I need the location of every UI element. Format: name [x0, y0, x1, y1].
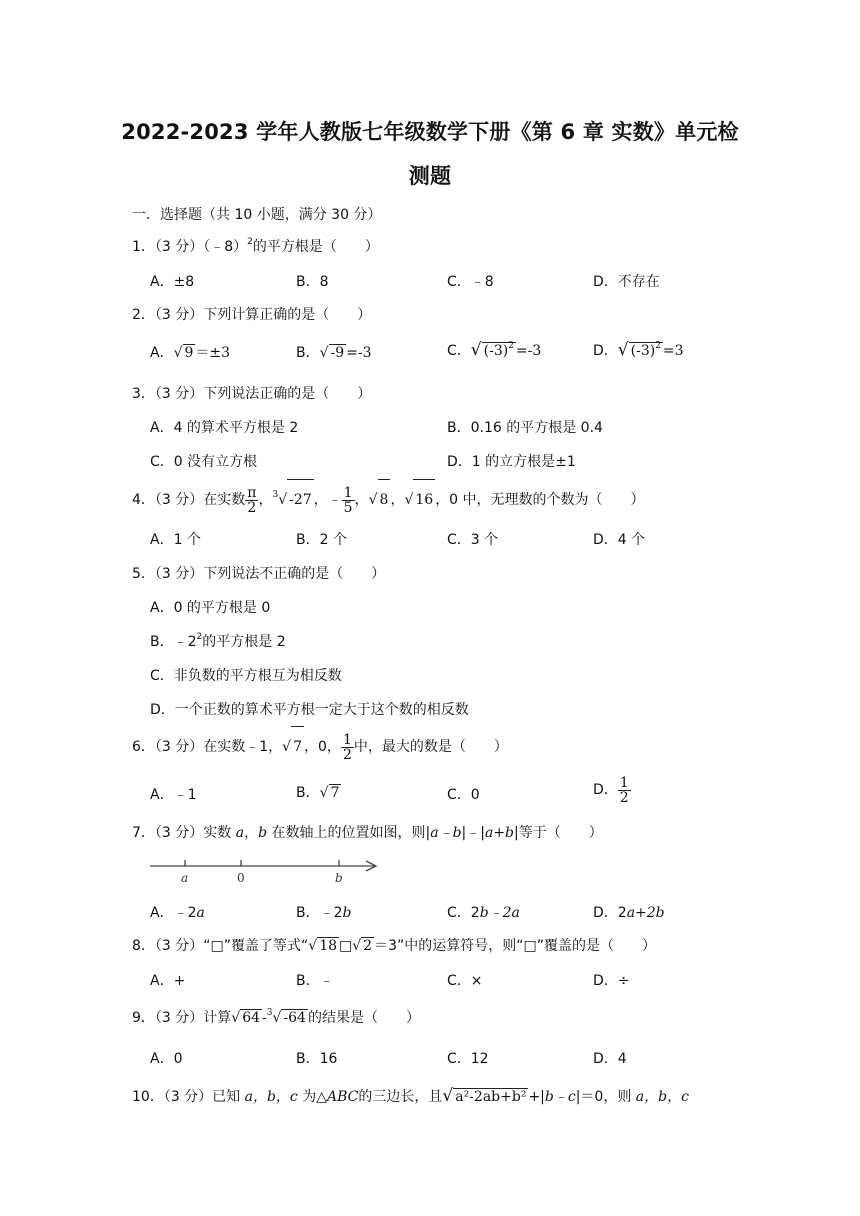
q7-b-var: b [342, 905, 352, 921]
question-7-stem [132, 822, 603, 842]
q1-option-b[interactable]: B．8 [296, 274, 329, 290]
q10-tail: a，b，c [635, 1089, 689, 1105]
q2-c-label: C． [447, 343, 471, 359]
q2-b-rest: =-3 [346, 345, 372, 361]
document-title-line1: 2022-2023 学年人教版七年级数学下册《第 6 章 实数》单元检 [121, 120, 739, 144]
q2-b-label: B． [296, 345, 320, 361]
q1-stem-sup: 2 [247, 237, 253, 247]
q4-stem-suffix: ，0 中，无理数的个数为（ ） [435, 492, 645, 508]
q7-var-a: a [235, 825, 245, 841]
q7-comma: ， [244, 825, 259, 841]
q9-option-c[interactable]: C．12 [447, 1051, 489, 1067]
q7-option-d[interactable] [593, 902, 665, 922]
q8-stem-prefix: 8．（3 分）“□”覆盖了等式“ [132, 938, 309, 954]
q9-option-d[interactable]: D．4 [593, 1051, 627, 1067]
q7-a-var: a [196, 905, 205, 921]
q6-b-sqrt: √ 7 [319, 785, 340, 801]
q7-a-label: A．﹣2 [150, 905, 197, 921]
q9-cube-index: 3 [266, 1008, 273, 1018]
q4-neg-fraction [342, 486, 355, 515]
q6-b-rad: 7 [330, 785, 340, 801]
q2-c-radicand-wrap [482, 342, 516, 359]
label-b: b [335, 871, 343, 885]
q5-option-a[interactable]: A．0 的平方根是 0 [150, 600, 271, 616]
q4-rad16: 16 [413, 479, 435, 520]
q1-stem-prefix: 1．（3 分）（﹣8） [132, 239, 248, 255]
q7-option-c[interactable] [447, 902, 520, 922]
q6-d-num: 1 [619, 774, 629, 791]
q4-cube-index: 3 [272, 490, 279, 500]
q1-option-c[interactable]: C．﹣8 [447, 274, 494, 290]
q9-cuberoot: $^3$√ -64 [266, 1008, 306, 1026]
q4-stem-prefix: 4．（3 分）在实数 [132, 492, 246, 508]
q7-d-label: D．2 [593, 905, 627, 921]
q2-a-rest: ＝±3 [195, 345, 231, 361]
q8-option-b[interactable]: B．﹣ [296, 973, 334, 989]
q4-neg-den: 5 [343, 499, 353, 516]
q6-sqrt7: √ 7 [282, 739, 304, 755]
q6-fraction [341, 733, 354, 762]
question-3-stem: 3．（3 分）下列说法正确的是（ ） [132, 386, 372, 402]
q5-b-suffix: 的平方根是 2 [202, 634, 286, 650]
q7-expr2: a+b [484, 825, 515, 841]
q4-sep: ， [313, 492, 328, 508]
q9-option-b[interactable]: B．16 [296, 1051, 338, 1067]
q10-abs-expr: b﹣c [544, 1089, 576, 1105]
question-4-stem [132, 479, 645, 522]
sqrt-symbol: √ -9 [319, 345, 345, 361]
q4-neg-sign: ﹣ [327, 492, 342, 508]
q4-sep: ， [354, 492, 369, 508]
q5-b-sup: 2 [196, 632, 203, 642]
q6-stem-prefix: 6．（3 分）在实数﹣1， [132, 739, 283, 755]
q5-option-c[interactable]: C．非负数的平方根互为相反数 [150, 668, 342, 684]
q4-option-b[interactable]: B．2 个 [296, 532, 347, 548]
q1-option-d[interactable]: D．不存在 [593, 274, 660, 290]
q8-box: □ [339, 938, 353, 954]
q4-sqrt8: √ 8 [369, 492, 391, 508]
question-5-stem: 5．（3 分）下列说法不正确的是（ ） [132, 566, 386, 582]
q4-cube-root: $^3$√ -27 [272, 492, 313, 508]
q2-a-label: A． [150, 345, 174, 361]
sqrt-symbol: √ $(-3)^2$ [470, 340, 514, 360]
q7-var-b: b [258, 825, 268, 841]
q3-option-c[interactable]: C．0 没有立方根 [150, 454, 258, 470]
q6-d-label: D． [593, 782, 618, 798]
q2-option-c[interactable] [447, 340, 541, 360]
q2-d-label: D． [593, 343, 618, 359]
q7-option-a[interactable] [150, 902, 205, 922]
q5-option-d[interactable]: D．一个正数的算术平方根一定大于这个数的相反数 [150, 702, 469, 718]
q3-option-a[interactable]: A．4 的算术平方根是 2 [150, 420, 299, 436]
q4-option-d[interactable]: D．4 个 [593, 532, 646, 548]
q6-option-d[interactable] [593, 770, 631, 810]
q10-abc: ABC [327, 1089, 359, 1105]
q7-c-label: C．2 [447, 905, 480, 921]
q2-d-radicand-wrap [629, 342, 663, 359]
q7-expr1: a﹣b [430, 825, 462, 841]
q2-c-radicand: (-3) [483, 343, 509, 359]
sqrt-symbol: √ $(-3)^2$ [617, 340, 661, 360]
question-1-stem [132, 236, 379, 256]
q4-cube-radicand: -27 [287, 479, 314, 520]
question-2-stem: 2．（3 分）下列计算正确的是（ ） [132, 307, 372, 323]
q5-b-prefix: B．﹣2 [150, 634, 197, 650]
q4-pi-fraction [245, 486, 258, 515]
q9-minus: - [262, 1010, 267, 1026]
q6-stem-suffix: 中，最大的数是（ ） [353, 739, 508, 755]
q7-d-var: a+2b [626, 905, 665, 921]
q3-option-d[interactable]: D．1 的立方根是±1 [447, 454, 576, 470]
label-0: 0 [237, 871, 245, 885]
q7-b-label: B．﹣2 [296, 905, 343, 921]
q2-c-rest: =-3 [515, 343, 542, 359]
q8-option-a[interactable]: A．+ [150, 973, 186, 989]
q10-vars: a，b，c [244, 1089, 298, 1105]
q3-option-b[interactable]: B．0.16 的平方根是 0.4 [447, 420, 603, 436]
q6-option-b[interactable] [296, 782, 341, 802]
q8-option-d[interactable]: D．÷ [593, 973, 630, 989]
q7-stem-suffix: |等于（ ） [514, 825, 603, 841]
q5-option-b[interactable] [150, 631, 286, 651]
q8-sqrt2: √ 2 [352, 938, 373, 954]
q10-mid: 为△ [297, 1089, 327, 1105]
question-6-stem [132, 726, 508, 767]
q9-stem-prefix: 9．（3 分）计算 [132, 1010, 232, 1026]
q10-stem-prefix: 10．（3 分）已知 [132, 1089, 245, 1105]
q7-stem-prefix: 7．（3 分）实数 [132, 825, 236, 841]
q6-option-a[interactable]: A．﹣1 [150, 787, 197, 803]
q2-c-sup: 2 [508, 341, 514, 351]
q8-rad2: 2 [363, 938, 373, 954]
q2-option-a[interactable] [150, 342, 230, 362]
q10-sqrt: √ a²-2ab+b² [442, 1086, 527, 1106]
q7-c-var: b﹣2a [479, 905, 520, 921]
q10-mid2: 的三边长，且 [358, 1089, 443, 1105]
q4-sqrt16: √ 16 [404, 492, 435, 508]
q9-sqrt64: √ 64 [231, 1010, 261, 1026]
q8-option-c[interactable]: C．× [447, 973, 483, 989]
question-9-stem [132, 1007, 420, 1027]
q6-mid: ，0， [304, 739, 341, 755]
number-line-figure [148, 852, 384, 888]
q9-option-a[interactable]: A．0 [150, 1051, 183, 1067]
q6-d-fraction [618, 776, 631, 805]
q2-b-radicand: -9 [330, 345, 345, 361]
q6-rad: 7 [291, 726, 304, 767]
q4-sep: ， [390, 492, 405, 508]
q4-pi-den: 2 [247, 499, 257, 516]
sqrt-symbol: √ 9 [173, 345, 194, 361]
q2-d-rest: =3 [662, 343, 684, 359]
q2-a-radicand: 9 [184, 345, 194, 361]
q10-suffix1: +| [528, 1089, 545, 1105]
q8-sqrt18: √ 18 [308, 938, 338, 954]
q6-frac-num: 1 [342, 731, 352, 748]
label-a: a [181, 871, 189, 885]
q4-pi-num: π [247, 484, 257, 501]
q9-rad2: -64 [283, 1010, 306, 1026]
q4-option-a[interactable]: A．1 个 [150, 532, 201, 548]
q1-option-a[interactable]: A．±8 [150, 274, 195, 290]
q2-d-sup: 2 [655, 341, 661, 351]
q6-b-label: B． [296, 785, 320, 801]
question-10-stem [132, 1086, 689, 1106]
q7-option-b[interactable] [296, 902, 351, 922]
q8-rad1: 18 [319, 938, 338, 954]
q2-option-b[interactable] [296, 342, 372, 362]
q7-stem-mid: 在数轴上的位置如图，则| [267, 825, 431, 841]
q4-option-c[interactable]: C．3 个 [447, 532, 499, 548]
q4-rad8: 8 [378, 479, 391, 520]
q10-rad: a²-2ab+b² [455, 1089, 527, 1105]
q6-d-den: 2 [619, 789, 629, 806]
document-title-line2: 测题 [408, 164, 452, 188]
q1-stem-suffix: 的平方根是（ ） [252, 239, 379, 255]
q4-neg-num: 1 [343, 484, 353, 501]
q7-stem-mid2: |﹣| [461, 825, 485, 841]
q9-rad1: 64 [242, 1010, 261, 1026]
question-8-stem [132, 935, 656, 955]
q8-stem-mid: ＝3”中的运算符号，则“□”覆盖的是（ ） [374, 938, 656, 954]
q9-stem-suffix: 的结果是（ ） [307, 1010, 420, 1026]
q2-d-radicand: (-3) [630, 343, 656, 359]
q10-suffix2: |＝0，则 [575, 1089, 636, 1105]
q2-option-d[interactable] [593, 340, 684, 360]
section-heading: 一．选择题（共 10 小题，满分 30 分） [132, 207, 382, 223]
q6-frac-den: 2 [342, 746, 352, 763]
q6-option-c[interactable]: C．0 [447, 787, 480, 803]
q4-sep: ， [258, 492, 273, 508]
